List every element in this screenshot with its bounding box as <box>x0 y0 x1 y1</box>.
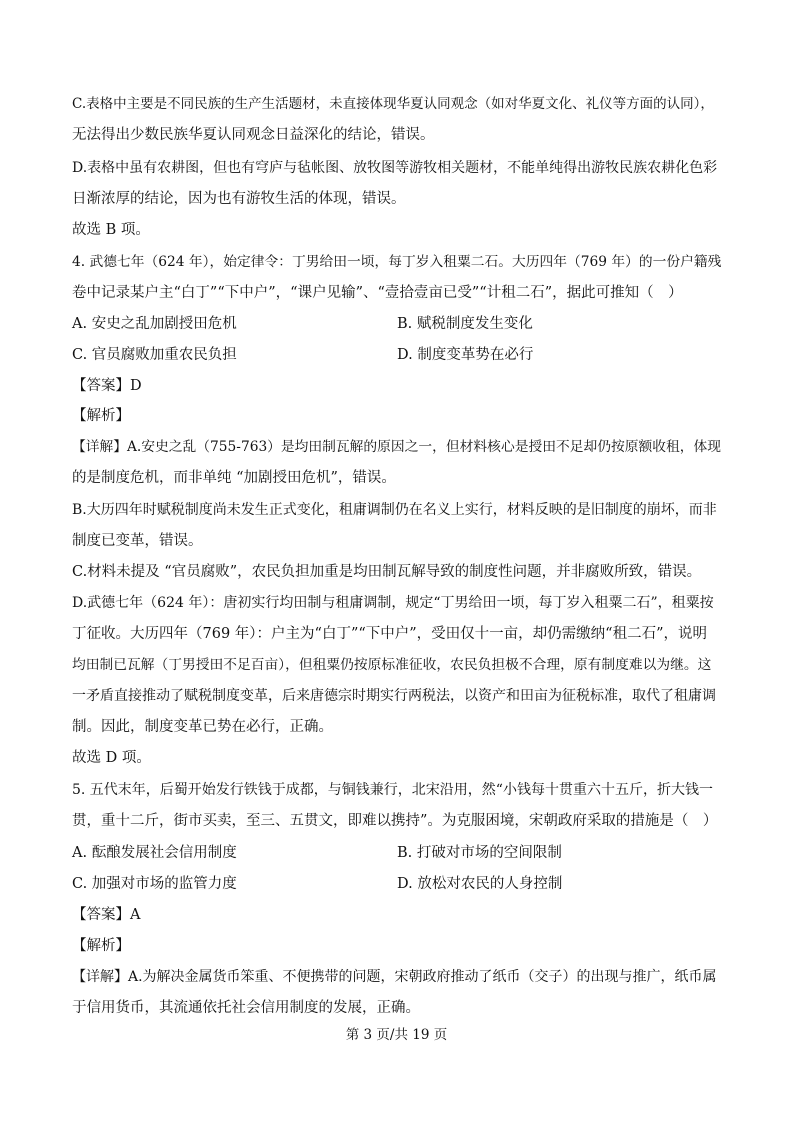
q5-stem-line1: 5. 五代末年，后蜀开始发行铁钱于成都，与铜钱兼行，北宋沿用，然“小钱每十贯重六十五斤，折大钱一 <box>72 782 713 798</box>
q4-detail-line: D.武德七年（624 年）：唐初实行均田制与租庸调制，规定“丁男给田一顷，每丁岁入租粟二石”，租粟按 <box>72 595 714 611</box>
q4-option-b: B. 赋税制度发生变化 <box>397 316 533 332</box>
q4-detail-line: 的是制度危机，而非单纯 “加剧授田危机”，错误。 <box>72 470 396 486</box>
q5-analysis-label: 【解析】 <box>72 938 130 954</box>
q5-option-b: B. 打破对市场的空间限制 <box>397 845 562 861</box>
page-footer: 第 3 页/共 19 页 <box>345 1027 448 1043</box>
q5-option-d: D. 放松对农民的人身控制 <box>397 876 563 892</box>
explanation-c-line1: C.表格中主要是不同民族的生产生活题材，未直接体现华夏认同观念（如对华夏文化、礼仪等方面的认同）， <box>72 96 714 112</box>
q4-option-a: A. 安史之乱加剧授田危机 <box>72 316 237 332</box>
q4-detail-line: 制度已变革，错误。 <box>72 533 203 549</box>
explanation-d-line2: 日渐浓厚的结论，因为也有游牧生活的体现，错误。 <box>72 191 406 207</box>
q4-stem-line2: 卷中记录某户主“白丁”“下中户”，“课户见输”、“壹拾壹亩已受”“计租二石”，据此可推知（ ） <box>72 285 683 301</box>
q4-detail-line: C.材料未提及 “官员腐败”，农民负担加重是均田制瓦解导致的制度性问题，并非腐败所致，错误。 <box>72 564 702 580</box>
q4-analysis-label: 【解析】 <box>72 408 130 424</box>
explanation-c-line2: 无法得出少数民族华夏认同观念日益深化的结论，错误。 <box>72 127 435 143</box>
q4-detail-line: 【详解】A.安史之乱（755-763）是均田制瓦解的原因之一，但材料核心是授田不足却仍按原额收租，体现 <box>72 439 721 455</box>
q5-detail-line: 【详解】A.为解决金属货币笨重、不便携带的问题，宋朝政府推动了纸币（交子）的出现与推广，纸币属 <box>72 969 717 985</box>
q4-option-c: C. 官员腐败加重农民负担 <box>72 347 237 363</box>
q4-detail-line: B.大历四年时赋税制度尚未发生正式变化，租庸调制仍在名义上实行，材料反映的是旧制度的崩坏，而非 <box>72 502 717 518</box>
q4-detail-line: 一矛盾直接推动了赋税制度变革，后来唐德宗时期实行两税法，以资产和田亩为征税标准，取代了租庸调 <box>72 688 716 704</box>
q4-answer: 【答案】D <box>72 378 142 394</box>
q4-detail-line: 制。因此，制度变革已势在必行，正确。 <box>72 719 333 735</box>
q5-option-a: A. 酝酿发展社会信用制度 <box>72 845 237 861</box>
q5-stem-line2: 贯，重十二斤，街市买卖，至三、五贯文，即难以携持”。为克服困境，宋朝政府采取的措施是（ ） <box>72 813 718 829</box>
q5-option-c: C. 加强对市场的监管力度 <box>72 876 237 892</box>
previous-choice: 故选 B 项。 <box>72 222 150 238</box>
q5-detail-line: 于信用货币，其流通依托社会信用制度的发展，正确。 <box>72 1000 420 1016</box>
q5-answer: 【答案】A <box>72 907 141 923</box>
q4-stem-line1: 4. 武德七年（624 年），始定律令：丁男给田一顷，每丁岁入租粟二石。大历四年（769 年）的一份户籍残 <box>72 254 722 270</box>
explanation-d-line1: D.表格中虽有农耕图，但也有穹庐与毡帐图、放牧图等游牧相关题材，不能单纯得出游牧民族农耕化色彩 <box>72 160 718 176</box>
q4-detail-line: 丁征收。大历四年（769 年）：户主为“白丁”“下中户”，受田仅十一亩，却仍需缴纳“租二石”，说明 <box>72 626 708 642</box>
q4-detail-line: 均田制已瓦解（丁男授田不足百亩），但租粟仍按原标准征收，农民负担极不合理，原有制度难以为继。这 <box>72 657 712 673</box>
q4-choice: 故选 D 项。 <box>72 750 151 766</box>
q4-option-d: D. 制度变革势在必行 <box>397 347 534 363</box>
